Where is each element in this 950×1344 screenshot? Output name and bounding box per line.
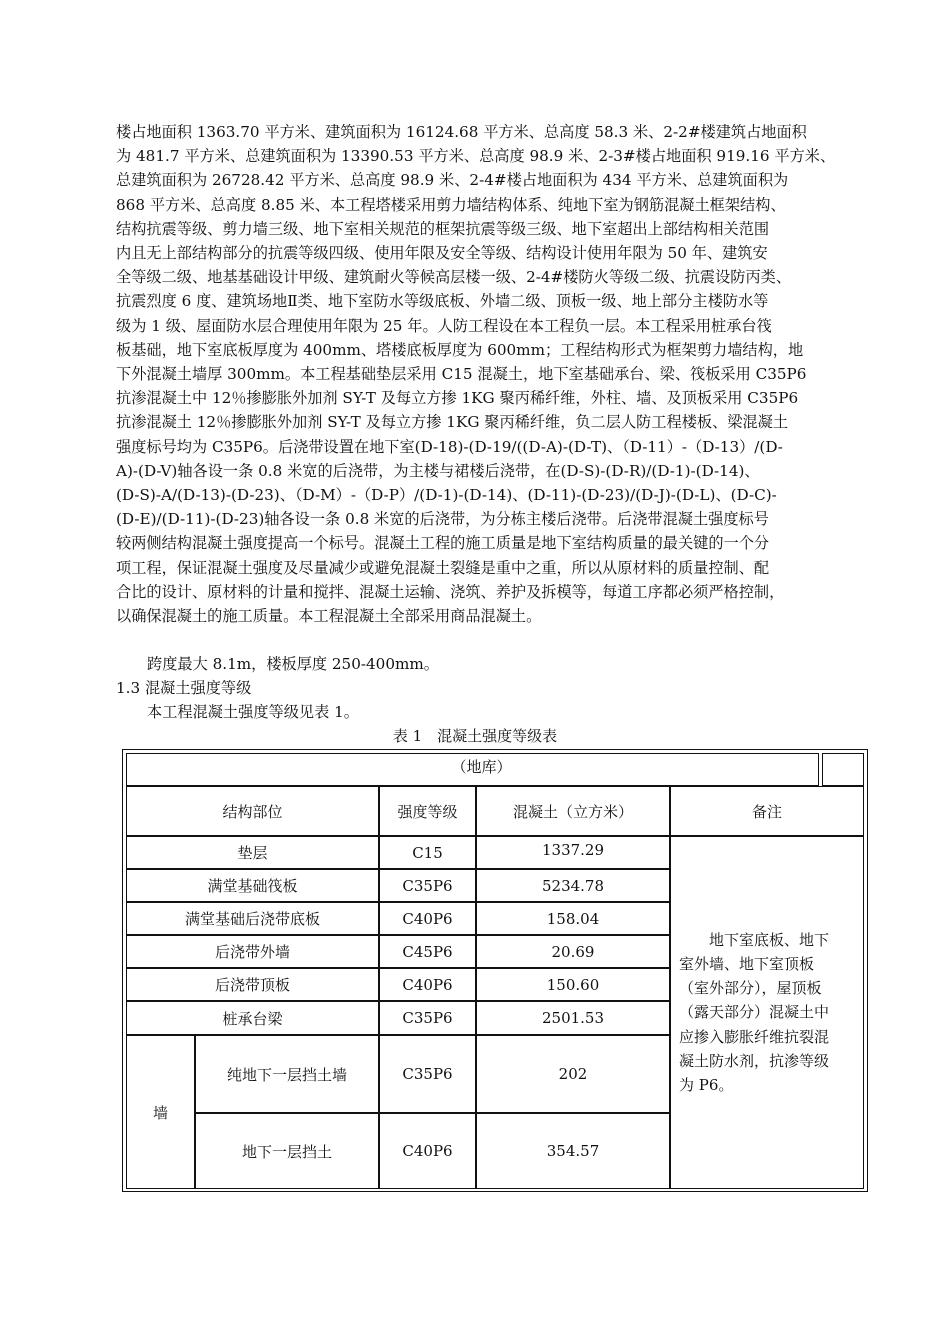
table-caption: 表 1 混凝土强度等级表 — [392, 727, 558, 745]
table-row-part: 满堂基础筏板 — [126, 869, 379, 902]
table-intro: 本工程混凝土强度等级见表 1。 — [147, 703, 359, 721]
table-row-volume: 1337.29 — [476, 836, 670, 869]
wall-row-volume: 202 — [476, 1035, 670, 1113]
group-label: （地库） — [451, 758, 512, 776]
body-line: 抗渗混凝土中 12％掺膨胀外加剂 SY-T 及每立方掺 1KG 聚丙稀纤维，外柱、墙、及顶板采用 C35P6 — [116, 389, 799, 408]
wall-group-label: 墙 — [126, 1035, 195, 1189]
body-line: 楼占地面积 1363.70 平方米、建筑面积为 16124.68 平方米、总高度 58.3 米、2-2#楼建筑占地面积 — [116, 123, 807, 141]
header-part: 结构部位 — [126, 786, 379, 836]
table-row-volume: 5234.78 — [476, 869, 670, 902]
body-line: (D-E)/(D-11)-(D-23)轴各设一条 0.8 米宽的后浇带，为分栋主楼后浇带。后浇带混凝土强度标号 — [116, 510, 769, 529]
wall-row-part: 纯地下一层挡土墙 — [195, 1035, 379, 1113]
section-heading: 1.3 混凝土强度等级 — [116, 679, 252, 697]
table-row-volume: 2501.53 — [476, 1001, 670, 1035]
table-row-volume: 150.60 — [476, 968, 670, 1001]
body-paragraph — [116, 120, 862, 628]
body-line: 下外混凝土墙厚 300mm。本工程基础垫层采用 C15 混凝土，地下室基础承台、梁、筏板采用 C35P6 — [116, 365, 807, 384]
group-label-cell — [126, 753, 819, 786]
body-line: 强度标号均为 C35P6。后浇带设置在地下室(D-18)-(D-19/((D-A)-(D-T)、（D-11）-（D-13）/(D- — [116, 437, 783, 456]
table-row-grade: C35P6 — [379, 869, 476, 902]
body-line: 抗震烈度 6 度、建筑场地Ⅱ类、地下室防水等级底板、外墙二级、顶板一级、地上部分主楼防水等 — [116, 292, 769, 311]
body-line: 项工程，保证混凝土强度及尽量减少或避免混凝土裂缝是重中之重，所以从原材料的质量控制、配 — [116, 558, 770, 577]
concrete-grade-table — [122, 749, 868, 1192]
table-row-volume: 20.69 — [476, 935, 670, 968]
table-row-grade: C40P6 — [379, 902, 476, 935]
table-row-part: 桩承台梁 — [126, 1001, 379, 1035]
table-row-grade: C45P6 — [379, 935, 476, 968]
body-line: 合比的设计、原材料的计量和搅拌、混凝土运输、浇筑、养护及拆模等，每道工序都必须严格控制， — [116, 582, 785, 601]
body-line: A)-(D-V)轴各设一条 0.8 米宽的后浇带，为主楼与裙楼后浇带，在(D-S)-(D-R)/(D-1)-(D-14)、 — [116, 461, 760, 480]
table-row-part: 垫层 — [126, 836, 379, 869]
group-empty-cell — [822, 753, 864, 786]
span-line: 跨度最大 8.1m，楼板厚度 250-400mm。 — [147, 655, 439, 673]
body-line: 板基础，地下室底板厚度为 400mm、塔楼底板厚度为 600mm；工程结构形式为框架剪力墙结构，地 — [116, 340, 804, 359]
header-grade: 强度等级 — [379, 786, 476, 836]
header-volume: 混凝土（立方米） — [476, 786, 670, 836]
body-line: 结构抗震等级、剪力墙三级、地下室相关规范的框架抗震等级三级、地下室超出上部结构相关范围 — [116, 219, 770, 238]
table-row-part: 后浇带顶板 — [126, 968, 379, 1001]
wall-row-volume: 354.57 — [476, 1113, 670, 1189]
table-row-part: 后浇带外墙 — [126, 935, 379, 968]
body-line: (D-S)-A/(D-13)-(D-23)、（D-M）-（D-P）/(D-1)-(D-14)、(D-11)-(D-23)/(D-J)-(D-L)、(D-C)- — [116, 486, 777, 505]
wall-row-part: 地下一层挡土 — [195, 1113, 379, 1189]
table-row-part: 满堂基础后浇带底板 — [126, 902, 379, 935]
table-row-volume: 158.04 — [476, 902, 670, 935]
table-row-grade: C40P6 — [379, 968, 476, 1001]
table-row-grade: C35P6 — [379, 1001, 476, 1035]
body-line: 较两侧结构混凝土强度提高一个标号。混凝土工程的施工质量是地下室结构质量的最关键的一个分 — [116, 534, 770, 553]
body-line: 为 481.7 平方米、总建筑面积为 13390.53 平方米、总高度 98.9 米、2-3#楼占地面积 919.16 平方米、 — [116, 147, 836, 166]
wall-row-grade: C40P6 — [379, 1113, 476, 1189]
wall-row-grade: C35P6 — [379, 1035, 476, 1113]
body-line: 级为 1 级、屋面防水层合理使用年限为 25 年。人防工程设在本工程负一层。本工程采用桩承台筏 — [116, 316, 772, 335]
body-line: 内且无上部结构部分的抗震等级四级、使用年限及安全等级、结构设计使用年限为 50 年、建筑安 — [116, 244, 768, 263]
note-cell — [670, 836, 864, 1189]
body-line: 抗渗混凝土 12％掺膨胀外加剂 SY-T 及每立方掺 1KG 聚丙稀纤维，负二层人防工程楼板、梁混凝土 — [116, 413, 789, 432]
body-line: 总建筑面积为 26728.42 平方米、总高度 98.9 米、2-4#楼占地面积为 434 平方米、总建筑面积为 — [116, 171, 789, 190]
table-row-grade: C15 — [379, 836, 476, 869]
body-line: 868 平方米、总高度 8.85 米、本工程塔楼采用剪力墙结构体系、纯地下室为钢筋混凝土框架结构、 — [116, 195, 786, 214]
header-note: 备注 — [670, 786, 864, 836]
note-text: 地下室底板、地下 室外墙、地下室顶板 （室外部分），屋顶板 （露天部分）混凝土中 应掺入膨胀纤维抗裂混 凝土防水剂，抗渗等级 为 P6。 — [679, 930, 830, 1094]
body-line: 以确保混凝土的施工质量。本工程混凝土全部采用商品混凝土。 — [116, 607, 542, 626]
body-line: 全等级二级、地基基础设计甲级、建筑耐火等候高层楼一级、2-4#楼防火等级二级、抗震设防丙类、 — [116, 268, 792, 287]
